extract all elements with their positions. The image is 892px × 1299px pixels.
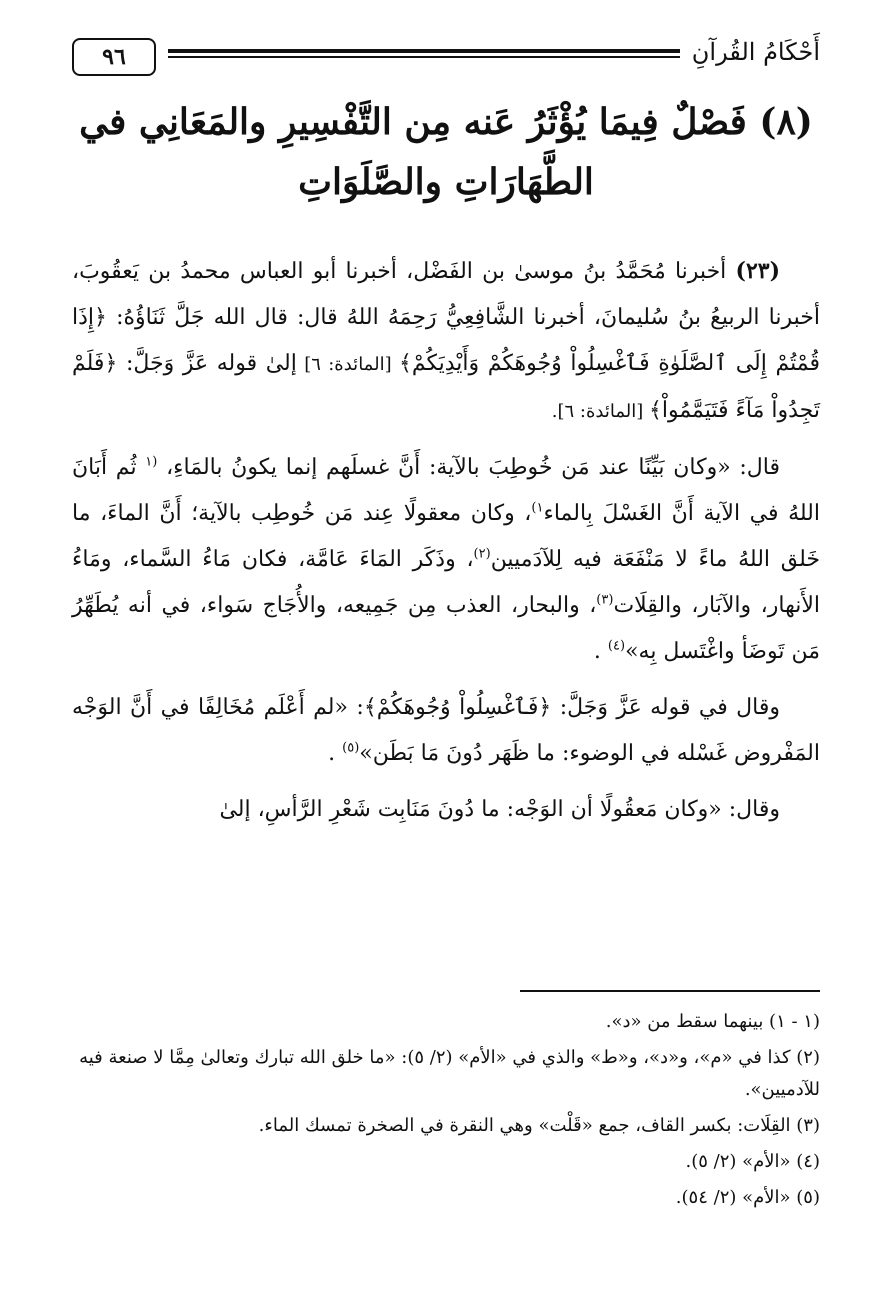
paragraph-2 [72,445,820,675]
footnote-marker: ١) [531,500,544,516]
hadith-number: (٢٣) [735,258,780,284]
text-segment: . [328,741,343,766]
footnote-marker: (٢) [473,546,491,562]
chapter-title: (٨) فَصْلٌ فِيمَا يُؤْثَرُ عَنه مِن التَّفْسِيرِ والمَعَانِي في الطَّهَارَاتِ والصَّلَوَاتِ [79,101,813,203]
page-number-badge [72,38,156,76]
surah-reference: [المائدة: ٦] [296,354,399,375]
quran-quote: ﴿إِذَا قُمْتُمْ إِلَى ٱلصَّلَوٰةِ فَٱغْسِلُواْ وُجُوهَكُمْ وَأَيْدِيَكُمْ﴾ [72,305,820,376]
text-segment: ، والبحار، العذب مِن جَمِيعه، والأُجَاج سَواء، في أنه يُطَهِّرُ مَن تَوضَأ واغْتَسل بِه» [72,593,820,664]
text-segment: : «لم أَعْلَم مُخَالِفًا في أَنَّ الوَجْه المَفْروض غَسْله في الوضوء: ما ظَهَر دُونَ مَا بَطَن» [72,695,820,766]
text-segment: وقال: «وكان مَعقُولًا أن الوَجْه: ما دُونَ مَنَابِت شَعْرِ الرَّأسِ، إلىٰ [219,797,780,822]
footnote: (٣) القِلَات: بكسر القاف، جمع «قَلْت» وهي النقرة في الصخرة تمسك الماء. [258,1115,820,1136]
text-segment: ، وكان معقولًا عِند مَن خُوطِب بالآية؛ أَنَّ الماءَ، ما خَلق اللهُ ماءً لا مَنْفَعَة فيه لِلآدَميين [72,501,820,572]
quran-quote: ﴿فَلَمْ تَجِدُواْ مَآءً فَتَيَمَّمُواْ﴾ [72,351,820,423]
surah-reference: [المائدة: ٦]. [551,401,649,422]
footnote-separator [520,990,820,992]
footnote-marker: (٥) [342,740,360,756]
header-rule [168,49,680,58]
text-segment: أخبرنا مُحَمَّدُ بنُ موسىٰ بن الفَضْل، أخبرنا أبو العباس محمدُ بن يَعقُوبَ، أخبرنا الربيعُ بنُ سُليمانَ، أخبرنا الشَّافِعِيُّ رَحِمَهُ اللهُ قال: قال الله جَلَّ ثَنَاؤُهُ: [72,259,820,330]
text-segment: . [593,639,608,664]
text-segment: ثُم أَبَانَ اللهُ في الآية أَنَّ الغَسْلَ بِالماء [72,455,820,526]
main-text [72,248,820,843]
footnote: (٢) كذا في «م»، و«د»، و«ط» والذي في «الأم» (٢/ ٥): «ما خلق الله تبارك وتعالىٰ مِمَّا لا صنعة فيه للآدميين». [79,1047,820,1100]
text-segment: إلىٰ قوله عَزَّ وَجَلَّ: [117,351,297,376]
text-segment: قال: «وكان بَيِّنًا عند مَن خُوطِبَ بالآية: أَنَّ غسلَهم إنما يكونُ بالمَاءِ، [157,455,780,480]
footnotes [72,1006,820,1218]
footnote: (٤) «الأم» (٢/ ٥). [685,1151,820,1172]
paragraph-3 [72,685,820,777]
footnote: (١ - ١) بينهما سقط من «د». [605,1011,820,1032]
footnote: (٥) «الأم» (٢/ ٥٤). [675,1187,820,1208]
paragraph-4 [72,787,820,833]
footnote-marker: (١ [145,454,158,470]
page-number: ٩٦ [102,44,126,70]
text-segment: ، وذَكَر المَاءَ عَامَّة، فكان مَاءُ السَّماء، ومَاءُ الأَنهار، والآبَار، والقِلَات [72,547,820,618]
footnote-marker: (٣) [596,592,614,608]
running-header [72,38,820,78]
quran-quote: ﴿فَٱغْسِلُواْ وُجُوهَكُمْ﴾ [363,695,552,720]
footnote-marker: (٤) [607,638,626,654]
paragraph-1 [72,248,820,435]
book-title: أَحْكَامُ القُرآنِ [691,38,820,66]
text-segment: وقال في قوله عَزَّ وَجَلَّ: [551,695,781,720]
